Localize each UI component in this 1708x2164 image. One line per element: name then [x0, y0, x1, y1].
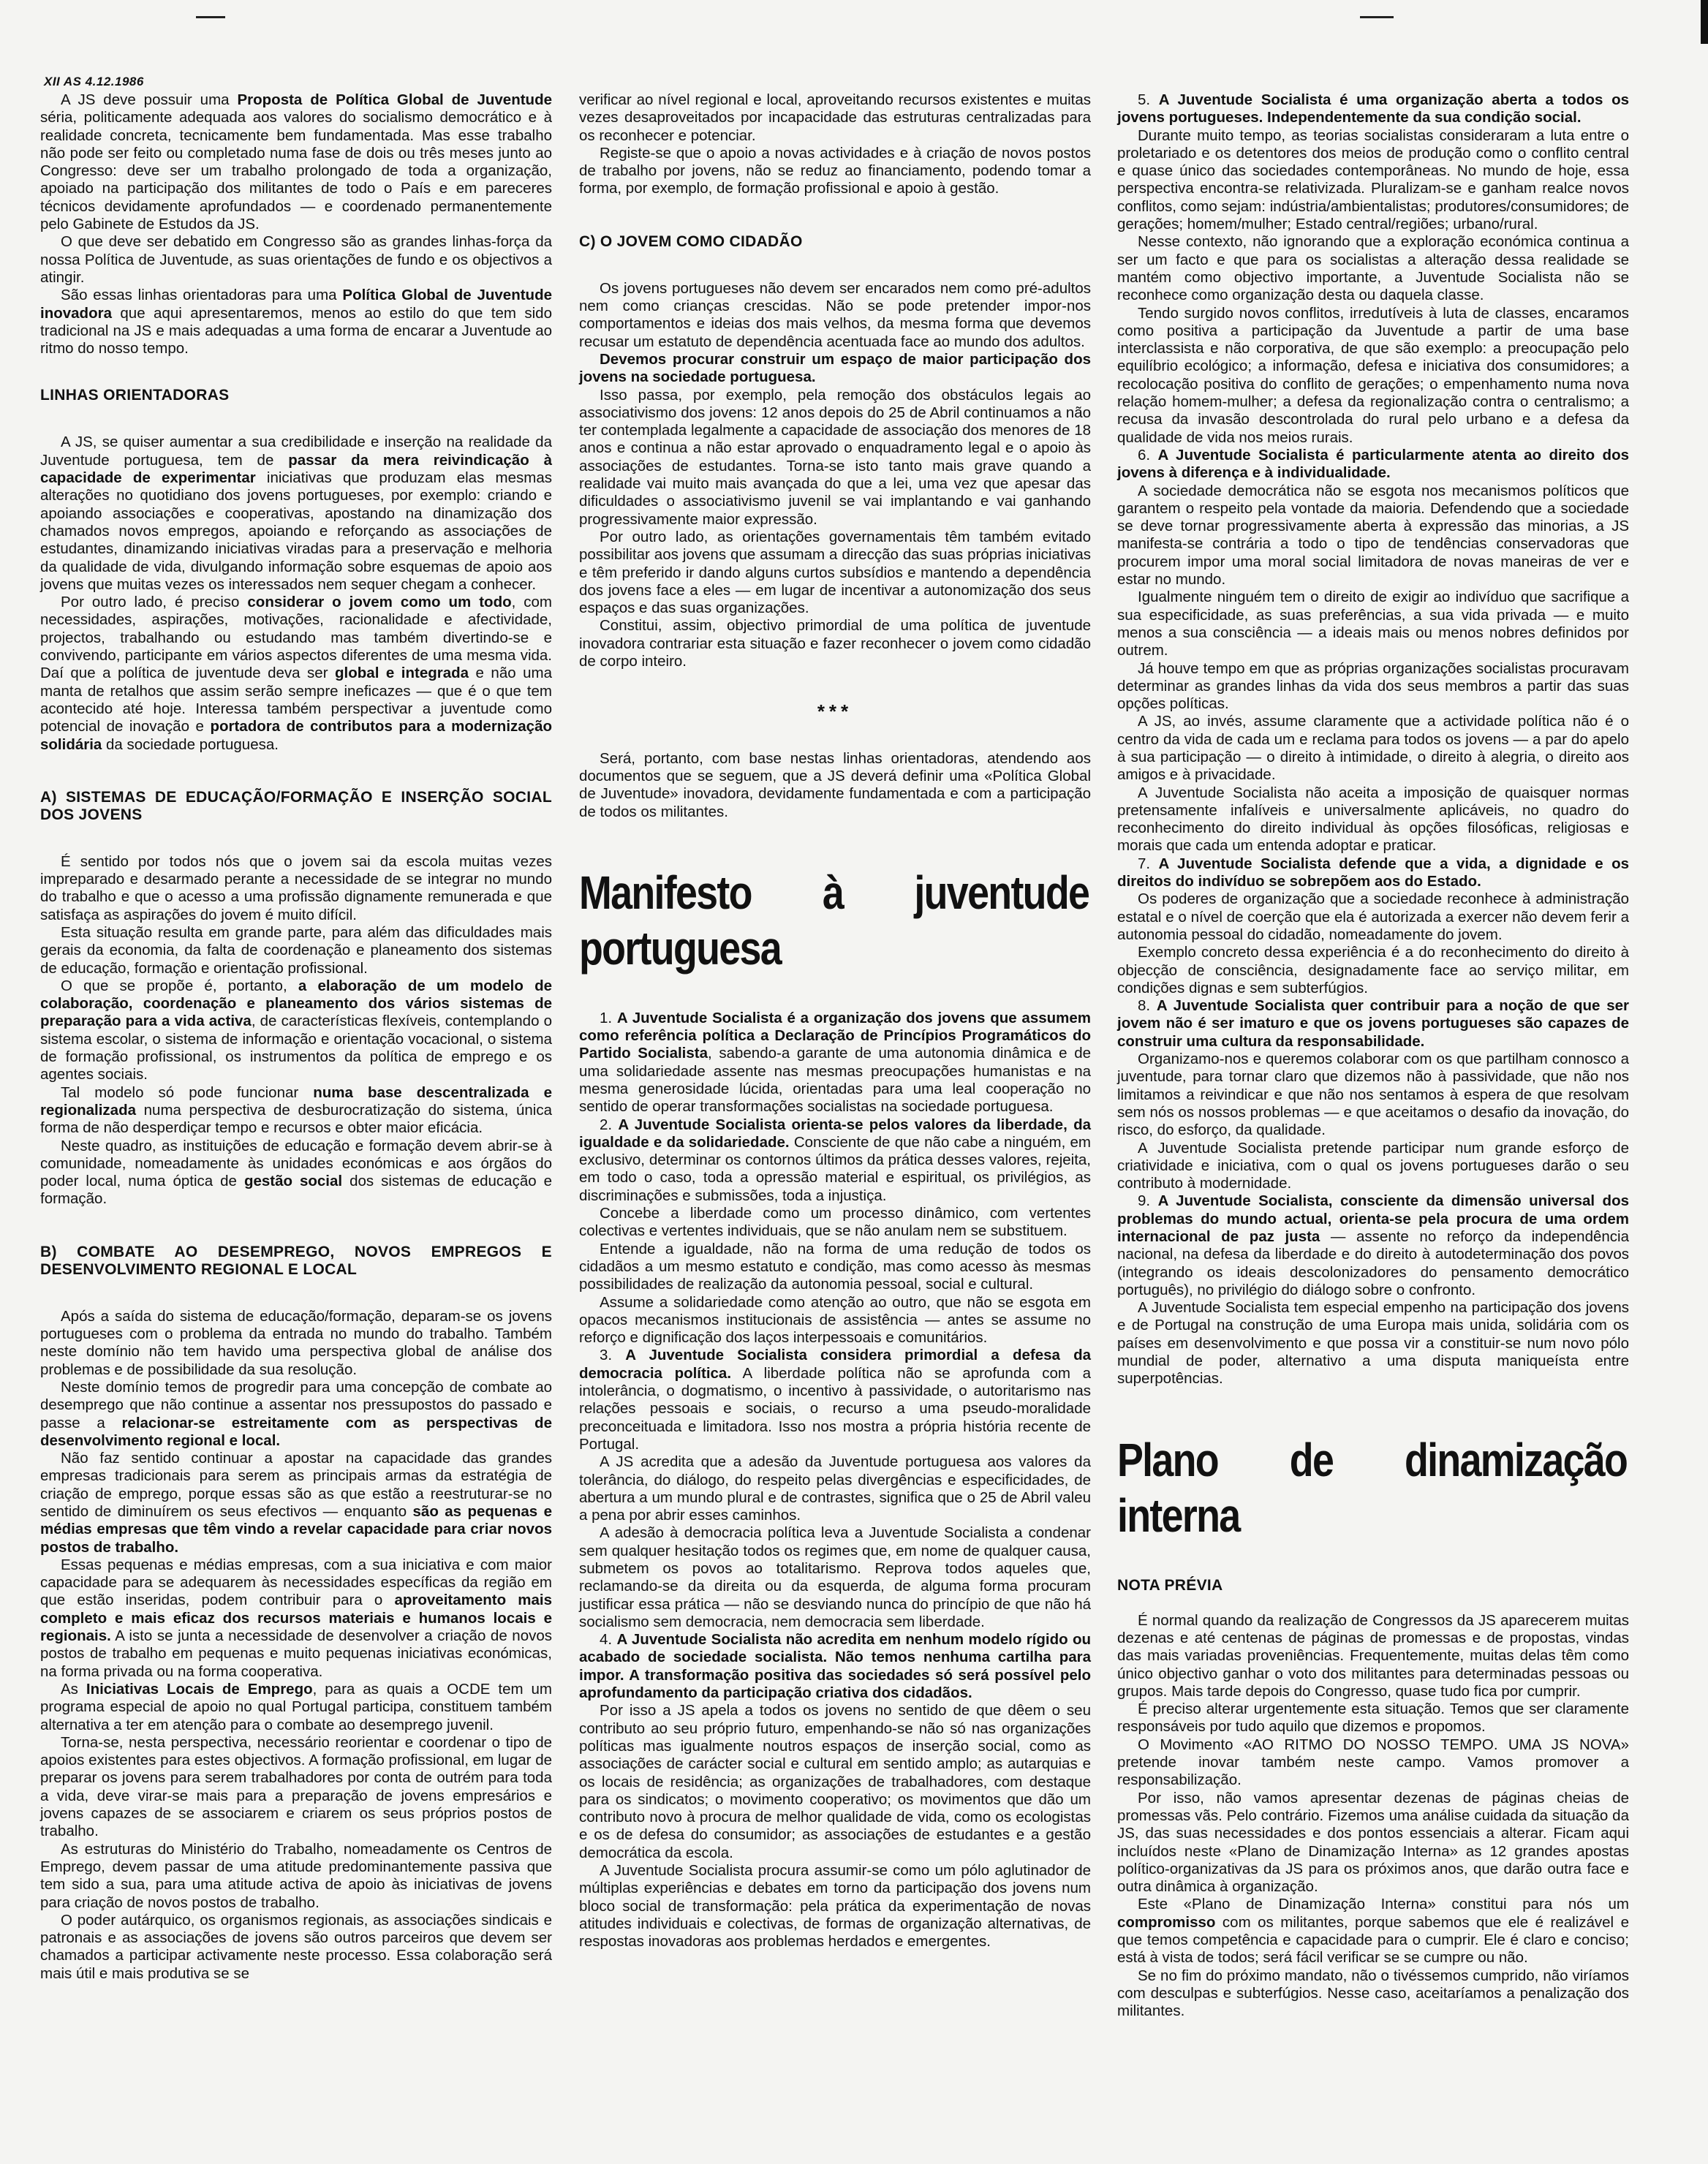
paragraph	[579, 1631, 1091, 1702]
paragraph	[579, 1205, 1091, 1241]
manifesto-headline: Manifesto à juventude portuguesa	[579, 866, 1089, 975]
section-b-continued	[579, 91, 1091, 198]
paragraph-text: O Movimento «AO RITMO DO NOSSO TEMPO. UMA JS NOVA» pretende inovar também neste campo. Vamos promover a responsabilização.	[1117, 1736, 1629, 1789]
paragraph-emphasis: A Juventude Socialista orienta-se pelos valores da liberdade, da igualdade e da solidariedade.	[579, 1116, 1091, 1151]
paragraph-text: Torna-se, nesta perspectiva, necessário reorientar e coordenar o tipo de apoios existentes para estes objectivos. A formação profissional, em lugar de preparar os jovens para serem trabalhadores por conta de outrém para toda a vida, deve virar-se mais para a preparação de jovens empresários e jovens capazes de se associarem e criarem os seus próprios postos de trabalho.	[40, 1733, 552, 1840]
paragraph-text: Organizamo-nos e queremos colaborar com os que partilham connosco a juventude, para tornar claro que dizemos não à passividade, que não nos limitamos a reivindicar e que não nos sentamos à espera de que resolvam sem nós os nossos problemas — e que aceitamos o desafio da inovação, do risco, do esforço, da qualidade.	[1117, 1051, 1629, 1139]
paragraph-text: verificar ao nível regional e local, aproveitando recursos existentes e muitas vezes desaproveitados por incapacidade das estruturas centralizadas para os reconhecer e potenciar.	[579, 91, 1091, 144]
paragraph-text: As	[61, 1680, 86, 1698]
manifesto-body	[579, 1010, 1091, 1951]
paragraph-text: Se no fim do próximo mandato, não o tivéssemos cumprido, não viríamos com desculpas e subterfúgios. Nesse caso, aceitaríamos a penalização dos militantes.	[1117, 1967, 1629, 2020]
plano-headline: Plano de dinamização interna	[1117, 1433, 1628, 1542]
paragraph-text: É normal quando da realização de Congressos da JS aparecerem muitas dezenas e até centenas de páginas de promessas e de propostas, vindas das mais variadas proveniências. Frequentemente, muitas delas têm como único objectivo ganhar o voto dos militantes para determinadas pessoas ou grupos. Mais tarde depois do Congresso, quase tudo fica por cumprir.	[1117, 1611, 1629, 1700]
paragraph-text: Os poderes de organização que a sociedade reconhece à administração estatal e o nível de coerção que ela é autorizada a exercer não devem ferir a autonomia pessoal do cidadão, nomeadamente do jovem.	[1117, 890, 1629, 943]
paragraph-text: Tal modelo só pode funcionar	[61, 1083, 314, 1101]
paragraph	[40, 1450, 552, 1556]
paragraph-text: Igualmente ninguém tem o direito de exigir ao indivíduo que sacrifique a sua especificidade, as suas preferências, a sua vida privada — e muito menos a sua consciência — a ideais mais ou menos nobres definidos por outrem.	[1117, 589, 1629, 659]
section-b-body	[40, 1308, 552, 1983]
folio: XII AS 4.12.1986	[44, 75, 144, 88]
paragraph-text: Assume a solidariedade como atenção ao outro, que não se esgota em opacos mecanismos institucionais de assistência — antes se assume no reforço e dignificação dos laços interpessoais e comunitários.	[579, 1293, 1091, 1347]
paragraph-text: que aqui apresentaremos, menos ao estilo do que tem sido tradicional na JS e mais adequadas a uma forma de encarar a Juventude ao ritmo do nosso tempo.	[40, 304, 552, 357]
paragraph	[1117, 305, 1629, 447]
section-heading-a: A) SISTEMAS DE EDUCAÇÃO/FORMAÇÃO E INSERÇÃO SOCIAL DOS JOVENS	[40, 788, 552, 823]
paragraph-emphasis: A Juventude Socialista não acredita em nenhum modelo rígido ou acabado de sociedade socialista. Não temos nenhuma cartilha para impor. A transformação positiva das sociedades só será possível pelo aprofundamento da participação criativa dos cidadãos.	[579, 1631, 1092, 1702]
paragraph-text: Durante muito tempo, as teorias socialistas consideraram a luta entre o proletariado e os detentores dos meios de produção como o conflito central e quase único das sociedades contemporâneas. No mundo de hoje, essa perspectiva encontra-se relativizada. Pluralizam-se e ganham realce novos conflitos, como sejam: indústria/ambientalistas; produtores/consumidores; de gerações; homem/mulher; Estado central/regiões; urbano/rural.	[1117, 126, 1629, 233]
section-separator: ***	[817, 700, 853, 723]
closing-paragraph: Será, portanto, com base nestas linhas orientadoras, atendendo aos documentos que se seguem, que a JS deverá definir uma «Política Global de Juventude» inovadora, devidamente fundamentada e com a participação de todos os militantes.	[579, 749, 1091, 820]
paragraph-text: Já houve tempo em que as próprias organizações socialistas procuravam determinar as grandes linhas da vida dos seus membros a partir das suas opções políticas.	[1117, 659, 1629, 713]
paragraph	[1117, 447, 1629, 483]
nota-previa-heading: NOTA PRÉVIA	[1117, 1576, 1223, 1594]
paragraph	[579, 617, 1091, 670]
paragraph-emphasis: A Juventude Socialista, consciente da dimensão universal dos problemas do mundo actual, orienta-se pela procura de uma ordem internacional de paz justa	[1117, 1192, 1629, 1245]
paragraph-text: Essas pequenas e médias empresas, com a sua iniciativa e com maior capacidade para se adequarem às necessidades específicas da região em que estão inseridas, podem contribuir para o	[40, 1556, 552, 1609]
paragraph	[1117, 1051, 1629, 1139]
paragraph-text: , para as quais a OCDE tem um programa especial de apoio no qual Portugal participa, constituem também alternativa a ter em atenção para o combate ao desemprego juvenil.	[40, 1680, 552, 1733]
paragraph-emphasis: Proposta de Política Global de Juventude	[237, 91, 552, 108]
paragraph-text: Por isso a JS apela a todos os jovens no sentido de que dêem o seu contributo ao seu próprio futuro, empenhando-se não só nas organizações políticas mas igualmente noutros espaços de inserção social, como as associações de carácter social e cultural em sentido amplo; as autarquias e os locais de residência; as organizações de trabalhadores, com destaque para os sindicatos; o movimento cooperativo; os movimentos que dão um contributo novo à procura de melhor qualidade de vida, como os ecologistas e os de defesa do consumidor; as associações de estudantes e a gestão democrática da escola.	[579, 1702, 1091, 1861]
paragraph	[1117, 233, 1629, 304]
paragraph	[1117, 1700, 1629, 1736]
paragraph-emphasis: Iniciativas Locais de Emprego	[86, 1680, 313, 1698]
paragraph-emphasis: portadora de contributos para a modernização solidária	[40, 718, 552, 753]
paragraph-emphasis: A Juventude Socialista quer contribuir para a noção de que ser jovem não é ser imaturo e que os jovens portugueses são capazes de construir uma cultura da responsabilidade.	[1117, 997, 1629, 1050]
paragraph-text: A JS, se quiser aumentar a sua credibilidade e inserção na realidade da Juventude portuguesa, tem de	[40, 434, 552, 469]
paragraph-text: 4.	[600, 1631, 617, 1649]
paragraph-emphasis: a elaboração de um modelo de colaboração, coordenação e planeamento dos vários sistemas de preparação para a vida activa	[40, 977, 552, 1030]
paragraph-text: Concebe a liberdade como um processo dinâmico, com vertentes colectivas e vertentes individuais, que se não anulam nem se substituem.	[579, 1205, 1091, 1240]
paragraph	[1117, 1967, 1629, 2021]
paragraph-emphasis: A Juventude Socialista defende que a vida, a dignidade e os direitos do indivíduo se sobrepõem aos do Estado.	[1117, 855, 1629, 890]
paragraph	[40, 1912, 552, 1983]
paragraph-text: numa perspectiva de desburocratização do sistema, única forma de não desperdiçar tempo e recursos e obter maior eficácia.	[40, 1101, 552, 1137]
paragraph-text: O que se propõe é, portanto,	[61, 977, 298, 994]
paragraph-text: — assente no reforço da independência nacional, na defesa da liberdade e do direito à autodeterminação dos povos (integrando os ideais descolonizadores do pensamento democrático português), no privilégio do diálogo sobre o confronto.	[1117, 1228, 1629, 1298]
paragraph	[579, 1010, 1091, 1116]
paragraph-text: O que deve ser debatido em Congresso são as grandes linhas-força da nossa Política de Juventude, as suas orientações de fundo e os objectivos a atingir.	[40, 233, 552, 286]
paragraph-text: 1.	[600, 1009, 617, 1026]
paragraph-text: 7.	[1138, 855, 1159, 872]
paragraph-text: A Juventude Socialista não aceita a imposição de quaisquer normas pretensamente infalíveis e universalmente aplicáveis, no quadro do reconhecimento do direito individual às opções filosóficas, religiosas e morais que cada um entenda adoptar e praticar.	[1117, 784, 1629, 855]
top-rule-mark	[196, 16, 225, 18]
paragraph	[40, 1308, 552, 1379]
paragraph	[1117, 944, 1629, 997]
paragraph	[40, 1841, 552, 1912]
paragraph-emphasis: compromisso	[1117, 1913, 1216, 1931]
paragraph	[40, 1556, 552, 1681]
paragraph-text: , de características flexíveis, contemplando o sistema escolar, o sistema de informação e orientação vocacional, o sistema de formação profissional, os instrumentos da política de emprego e os agentes sociais.	[40, 1013, 552, 1083]
paragraph-emphasis: aproveitamento mais completo e mais eficaz dos recursos materiais e humanos locais e regionais.	[40, 1592, 552, 1645]
paragraph	[579, 1116, 1091, 1205]
paragraph	[1117, 589, 1629, 659]
paragraph-text: Após a saída do sistema de educação/formação, deparam-se os jovens portugueses com o problema da entrada no mundo do trabalho. Também neste domínio não tem havido uma perspectiva global de análise dos problemas e de possibilidade da sua resolução.	[40, 1307, 552, 1378]
paragraph-text: Entende a igualdade, não na forma de uma redução de todos os cidadãos a um mesmo estatuto e condição, mas como acesso às mesmas possibilidades de realização da autonomia pessoal, social e cultural.	[579, 1240, 1091, 1293]
paragraph	[579, 1241, 1091, 1294]
paragraph-text: A JS acredita que a adesão da Juventude portuguesa aos valores da tolerância, do diálogo, do respeito pelas divergências e especificidades, de abertura a um mundo plural e de contrastes, significa que o 25 de Abril valeu a pena por abrir esses caminhos.	[579, 1453, 1091, 1524]
paragraph	[1117, 1140, 1629, 1193]
paragraph-text: Por outro lado, é preciso	[61, 594, 248, 611]
paragraph	[40, 233, 552, 287]
paragraph-emphasis: A Juventude Socialista é a organização dos jovens que assumem como referência política a Declaração de Princípios Programáticos do Partido Socialista	[579, 1009, 1092, 1062]
paragraph	[579, 280, 1091, 351]
paragraph-text: Tendo surgido novos conflitos, irredutíveis à luta de classes, encaramos como positiva a participação da Juventude a partir de uma base interclassista e não corporativa, de que são exemplo: a preocupação pelo equilíbrio ecológico; a informação, defesa e iniciativa dos consumidores; a recolocação positiva do conflito de gerações; o empenhamento numa nova relação homem-mulher; a defesa da regionalização contra o centralismo; a recusa da invasão descontrolada do rural pelo urbano e a defesa da qualidade de vida nos meios rurais.	[1117, 304, 1629, 446]
paragraph-text: Esta situação resulta em grande parte, para além das dificuldades mais gerais da economia, da falta de coordenação e planeamento dos sistemas de educação, formação e orientação profissional.	[40, 923, 552, 977]
paragraph-text: 6.	[1138, 446, 1158, 464]
paragraph	[1117, 713, 1629, 784]
paragraph	[1117, 1736, 1629, 1790]
paragraph	[1117, 855, 1629, 891]
paragraph-text: Este «Plano de Dinamização Interna» constitui para nós um	[1138, 1896, 1629, 1913]
paragraph-text: A liberdade política não se aprofunda com a intolerância, o dogmatismo, o incentivo à passividade, o autoritarismo nas relações pessoais e sociais, o recurso a uma pseudo-moralidade preconceituada e limitadora. Isso nos mostra a própria história recente de Portugal.	[579, 1364, 1091, 1453]
column-2	[579, 91, 1091, 1951]
paragraph	[579, 1862, 1091, 1951]
nota-previa-body	[1117, 1612, 1629, 2021]
paragraph-text: A Juventude Socialista tem especial empenho na participação dos jovens e de Portugal na construção de uma Europa mais unida, solidária com os países em desenvolvimento e que possa vir a constituir-se num novo pólo mundial de poder, alternativo a uma disputa maniqueísta entre superpotências.	[1117, 1299, 1629, 1388]
paragraph-text: Constitui, assim, objectivo primordial de uma política de juventude inovadora contrariar esta situação e fazer reconhecer o jovem como cidadão de corpo inteiro.	[579, 617, 1091, 670]
paragraph	[40, 853, 552, 924]
paragraph	[40, 434, 552, 594]
paragraph	[579, 91, 1091, 145]
paragraph	[1117, 1192, 1629, 1299]
paragraph	[579, 145, 1091, 198]
paragraph-text: Neste domínio temos de progredir para uma concepção de combate ao desemprego que não continue a assentar nos pressupostos do passado e passe a	[40, 1378, 552, 1431]
paragraph	[40, 1734, 552, 1841]
paragraph	[40, 91, 552, 233]
paragraph-text: 8.	[1138, 997, 1157, 1015]
paragraph	[1117, 1612, 1629, 1700]
paragraph	[40, 1681, 552, 1734]
paragraph-text: Neste quadro, as instituições de educação e formação devem abrir-se à comunidade, nomeadamente às unidades económicas e aos órgãos do poder local, numa óptica de	[40, 1137, 552, 1190]
paragraph-emphasis: gestão social	[243, 1173, 343, 1190]
paragraph-emphasis: passar da mera reivindicação à capacidade de experimentar	[40, 451, 552, 487]
paragraph-text: A JS, ao invés, assume claramente que a actividade política não é o centro da vida de cada um e reclama para todos os jovens — a par do apelo à sua participação — o direito à intimidade, o direito à alegria, o direito aos amigos e à privacidade.	[1117, 713, 1629, 784]
page-edge-mark	[1701, 0, 1708, 44]
paragraph-text: 5.	[1138, 91, 1159, 108]
paragraph-emphasis: A Juventude Socialista é uma organização aberta a todos os jovens portugueses. Independentemente da sua condição social.	[1117, 91, 1629, 126]
paragraph	[1117, 660, 1629, 714]
paragraph	[1117, 784, 1629, 855]
section-a-body	[40, 853, 552, 1208]
paragraph-text: Consciente de que não cabe a ninguém, em exclusivo, determinar os contornos últimos da prática desses valores, rejeita, em todo o caso, toda a opressão material e espiritual, os privilégios, as discriminações e submissões, toda a injustiça.	[579, 1133, 1092, 1204]
paragraph-text: A sociedade democrática não se esgota nos mecanismos políticos que garantem o respeito pela vontade da maioria. Defendendo que a sociedade se deve tornar progressivamente aberta à expressão das minorias, a JS manifesta-se contrária a todo o tipo de tendências conservadoras que procurem impor uma moral social limitadora de novas maneiras de ver e estar no mundo.	[1117, 482, 1629, 589]
paragraph-text: 9.	[1138, 1192, 1158, 1210]
paragraph	[579, 351, 1091, 387]
paragraph-emphasis: relacionar-se estreitamente com as perspectivas de desenvolvimento regional e local.	[40, 1414, 552, 1449]
paragraph-text: e não uma manta de retalhos que assim serão sempre ineficazes — que é o que tem acontecido até hoje. Interessa também perspectivar a juventude como potencial de inovação e	[40, 665, 553, 735]
paragraph-text: iniciativas que produzam elas mesmas alterações no quotidiano dos jovens portugueses, por exemplo: criando e apoiando associações e cooperativas, apostando na dinamização dos chamados novos empregos, apoiando e reforçando as associações de estudantes, dinamizando iniciativas viradas para a preservação e melhoria da qualidade de vida, divulgando informação sobre esquemas de apoio aos jovens que muitas vezes os interessados nem sequer chegam a conhecer.	[40, 469, 552, 593]
paragraph	[1117, 1790, 1629, 1896]
paragraph-emphasis: são as pequenas e médias empresas que têm vindo a revelar capacidade para criar novos postos de trabalho.	[40, 1503, 552, 1556]
paragraph	[579, 1453, 1091, 1524]
paragraph-text: , sabendo-a garante de uma autonomia dinâmica e de uma solidariedade assente nas mesmas preocupações humanistas e na mesma generosidade lúcida, orientadas para uma leal cooperação no sentido de operar transformações socialistas na sociedade portuguesa.	[579, 1045, 1091, 1116]
paragraph	[1117, 127, 1629, 234]
paragraph-text: com os militantes, porque sabemos que ele é realizável e que temos competência e capacidade para o cumprir. Ele é claro e conciso; está à vista de todos; será fácil verificar se se cumpre ou não.	[1117, 1913, 1629, 1967]
paragraph-emphasis: considerar o jovem como um todo	[247, 594, 512, 611]
paragraph-text: É sentido por todos nós que o jovem sai da escola muitas vezes impreparado e desarmado perante a necessidade de se integrar no mundo do trabalho e que o acesso a uma profissão dignamente remunerada e que satisfaça as aspirações do jovem é muito difícil.	[40, 852, 552, 923]
section-heading-b: B) COMBATE AO DESEMPREGO, NOVOS EMPREGOS E DESENVOLVIMENTO REGIONAL E LOCAL	[40, 1243, 552, 1278]
paragraph-text: O poder autárquico, os organismos regionais, as associações sindicais e patronais e as associações de jovens são outros parceiros que devem ser chamados a participar activamente neste processo. Essa colaboração será mais útil e mais produtiva se se	[40, 1911, 552, 1982]
paragraph-text: dos sistemas de educação e formação.	[40, 1173, 552, 1208]
paragraph	[40, 1084, 552, 1138]
paragraph	[40, 594, 552, 754]
paragraph	[1117, 997, 1629, 1051]
paragraph-text: séria, politicamente adequada aos valores do socialismo democrático e à realidade concreta, tecnicamente bem fundamentada. Mas esse trabalho não pode ser feito ou completado numa fase de dois ou três meses junto ao Congresso: deve ser um trabalho prolongado de toda a organização, apoiado na participação dos militantes de todo o País e em pareceres técnicos devidamente aprofundados — e coordenado permanentemente pelo Gabinete de Estudos da JS.	[40, 109, 552, 233]
paragraph	[579, 1702, 1091, 1862]
paragraph-text: A Juventude Socialista procura assumir-se como um pólo aglutinador de múltiplas experiências e debates em torno da participação dos jovens num bloco social de transformação: pela prática da experimentação de novas atitudes individuais e colectivas, de formas de organização alternativas, de respostas inovadoras aos problemas herdados e emergentes.	[579, 1862, 1091, 1951]
paragraph	[579, 387, 1091, 529]
linhas-section	[40, 434, 552, 753]
paragraph	[1117, 1896, 1629, 1967]
paragraph-text: São essas linhas orientadoras para uma	[61, 287, 343, 304]
paragraph-text: A adesão à democracia política leva a Juventude Socialista a condenar sem qualquer hesitação todos os regimes que, em nome de qualquer causa, submetem os povos ao totalitarismo. Reprova todos aqueles que, reclamando-se da direita ou da esquerda, de alguma forma procuram justificar essa prática — não se desviando nunca do princípio de que não há socialismo sem democracia, nem democracia sem liberdade.	[579, 1524, 1091, 1630]
paragraph-text: Exemplo concreto dessa experiência é a do reconhecimento do direito à objecção de consciência, designadamente face ao serviço militar, em condições dignas e sem subterfúgios.	[1117, 944, 1629, 996]
paragraph	[579, 1524, 1091, 1631]
paragraph-text: É preciso alterar urgentemente esta situação. Temos que ser claramente responsáveis por tudo aquilo que dizemos e propomos.	[1117, 1700, 1629, 1736]
paragraph	[1117, 1299, 1629, 1388]
paragraph-emphasis: Devemos procurar construir um espaço de maior participação dos jovens na sociedade portuguesa.	[579, 350, 1091, 386]
paragraph-text: Por outro lado, as orientações governamentais têm também evitado possibilitar aos jovens que assumam a direcção das suas próprias iniciativas e têm preferido ir dando alguns curtos subsídios e mantendo a dependência dos jovens face a eles — em lugar de incentivar a autonomização dos seus espaços e das suas organizações.	[579, 528, 1091, 617]
paragraph	[40, 1138, 552, 1208]
section-heading-linhas: LINHAS ORIENTADORAS	[40, 387, 230, 404]
paragraph-text: As estruturas do Ministério do Trabalho, nomeadamente os Centros de Emprego, devem passar de uma atitude predominantemente passiva que tem sido a sua, para uma atitude activa de apoio às iniciativas de jovens para criação de novos postos de trabalho.	[40, 1840, 552, 1911]
paragraph-text: Registe-se que o apoio a novas actividades e à criação de novos postos de trabalho por jovens, não se reduz ao financiamento, podendo tomar a forma, por exemplo, de formação profissional e apoio à gestão.	[579, 144, 1091, 197]
paragraph-text: da sociedade portuguesa.	[102, 735, 279, 753]
paragraph	[40, 1379, 552, 1450]
manifesto-body-continued	[1117, 91, 1629, 1388]
paragraph	[1117, 483, 1629, 589]
paragraph-emphasis: global e integrada	[335, 665, 469, 682]
top-rule-mark	[1360, 16, 1394, 18]
paragraph-text: , com necessidades, aspirações, motivações, racionalidade e afectividade, projectos, trabalhando ou estudando mas também divertindo-se e convivendo, participante em vários aspectos diferentes de uma mesma vida. Daí que a política de juventude deva ser	[40, 594, 553, 682]
column-1	[40, 91, 552, 1983]
paragraph-text: Não faz sentido continuar a apostar na capacidade das grandes empresas tradicionais para serem as principais armas da estratégia de criação de emprego, porque essas são as que estão a reestruturar-se no sentido de diminuírem os seus efectivos — enquanto	[40, 1450, 552, 1520]
paragraph-text: A isto se junta a necessidade de desenvolver a criação de novos postos de trabalho em pequenas e muito pequenas iniciativas económicas, na forma privada ou na forma cooperativa.	[40, 1627, 552, 1680]
paragraph-text: 3.	[600, 1347, 626, 1364]
column-3	[1117, 91, 1629, 2021]
paragraph	[579, 1347, 1091, 1453]
paragraph	[1117, 890, 1629, 944]
paragraph	[40, 287, 552, 357]
paragraph-emphasis: Política Global de Juventude inovadora	[40, 287, 552, 322]
paragraph-text: 2.	[600, 1116, 619, 1133]
paragraph	[40, 924, 552, 977]
paragraph	[1117, 91, 1629, 127]
paragraph-text: Nesse contexto, não ignorando que a exploração económica continua a ser um facto e que para os socialistas a alteração dessa realidade se mantém como objectivo importante, a Juventude Socialista não se reconhece como organização desta ou daquela classe.	[1117, 233, 1629, 304]
paragraph-text: Por isso, não vamos apresentar dezenas de páginas cheias de promessas vãs. Pelo contrário. Fizemos uma análise cuidada da situação da JS, das suas necessidades e dos pontos essenciais a alterar. Ficam aqui incluídos neste «Plano de Dinamização Interna» as 12 grandes apostas político-organizativas da JS para os próximos anos, que darão outra face e outra dinâmica à organização.	[1117, 1789, 1629, 1896]
paragraph-text: Os jovens portugueses não devem ser encarados nem como pré-adultos nem como crianças crescidas. Não se pode pretender impor-nos comportamentos e ideias dos mais velhos, da mesma forma que devemos recusar um estatuto de dependência acentuada face ao mundo dos adultos.	[579, 279, 1091, 350]
paragraph	[579, 1294, 1091, 1347]
paragraph-text: Isso passa, por exemplo, pela remoção dos obstáculos legais ao associativismo dos jovens: 12 anos depois do 25 de Abril continuamos a não ter contemplada legalmente a capacidade de associação dos menores de 18 anos e continua a não estar aprovado o enquadramento legal e o apoio às associações de estudantes. Torna-se isto tanto mais grave quando a realidade vai muito mais avançada do que a lei, uma vez que apesar das dificuldades o associativismo juvenil se vai implantando e vai ganhando progressivamente maior expressão.	[579, 386, 1091, 528]
section-heading-c: C) O JOVEM COMO CIDADÃO	[579, 232, 803, 250]
paragraph-emphasis: numa base descentralizada e regionalizada	[40, 1083, 552, 1119]
paragraph-emphasis: A Juventude Socialista é particularmente atenta ao direito dos jovens à diferença e à individualidade.	[1117, 446, 1629, 482]
paragraph	[40, 977, 552, 1084]
paragraph-text: A JS deve possuir uma	[61, 91, 238, 108]
paragraph-emphasis: A Juventude Socialista considera primordial a defesa da democracia política.	[579, 1347, 1091, 1382]
paragraph	[579, 529, 1091, 617]
intro-section	[40, 91, 552, 357]
paragraph-text: A Juventude Socialista pretende participar num grande esforço de criatividade e iniciativa, com o qual os jovens portugueses darão o seu contributo à modernidade.	[1117, 1139, 1629, 1192]
section-c-body	[579, 280, 1091, 671]
